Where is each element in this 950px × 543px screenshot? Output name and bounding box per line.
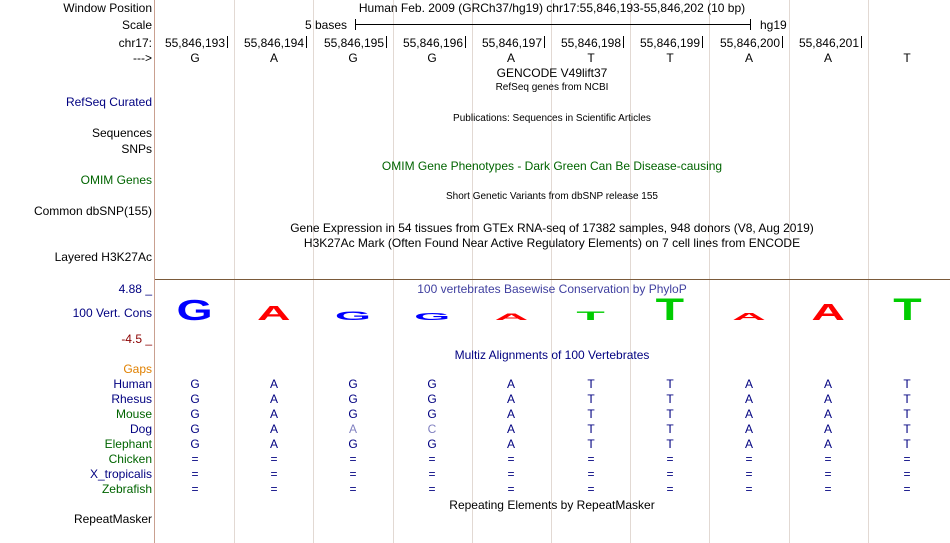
species-base: T [903,377,911,391]
species-base: A [744,422,753,436]
species-base: = [191,467,199,481]
species-base: T [903,422,911,436]
species-base: G [190,437,200,451]
species-base: = [428,452,436,466]
coordinate-tick [782,36,783,48]
reference-base: G [427,51,437,65]
repeatmasker-label[interactable]: RepeatMasker [73,512,152,526]
species-base: = [191,452,199,466]
conservation-letter: A [811,299,845,326]
strand-label: ---> [133,51,152,65]
coordinate-tick [227,36,228,48]
species-base: A [744,437,753,451]
scale-bar-right-tick [750,19,751,30]
reference-base: G [348,51,358,65]
coordinate-tick [544,36,545,48]
species-base: = [824,467,832,481]
coordinate-label: 55,846,198 [560,36,621,50]
species-label[interactable]: Elephant [104,437,152,451]
species-base: = [428,482,436,496]
coordinate-label: 55,846,200 [719,36,780,50]
species-base: = [191,482,199,496]
species-base: A [269,422,278,436]
h3k27-track-title[interactable]: H3K27Ac Mark (Often Found Near Active Regulatory Elements) on 7 cell lines from ENCODE [303,236,801,250]
refseq-label[interactable]: RefSeq Curated [65,95,152,109]
species-base: G [427,437,437,451]
conservation-divider [155,279,950,280]
sequences-label[interactable]: Sequences [91,126,152,140]
species-base: = [824,452,832,466]
coordinate-label: 55,846,196 [402,36,463,50]
gtex-track-title[interactable]: Gene Expression in 54 tissues from GTEx RNA-seq of 17382 samples, 948 donors (V8, Aug 2019) [290,221,814,235]
conservation-letter: T [576,309,605,323]
species-base: = [824,482,832,496]
conservation-letter: G [414,311,451,323]
window-position-value[interactable]: Human Feb. 2009 (GRCh37/hg19) chr17:55,846,193-55,846,202 (10 bp) [358,1,746,15]
grid-line [709,0,710,543]
species-base: G [427,392,437,406]
grid-line [234,0,235,543]
grid-line [393,0,394,543]
species-base: = [745,467,753,481]
species-base: T [666,392,674,406]
species-base: T [903,392,911,406]
conservation-letter: G [176,294,213,327]
coordinate-label: 55,846,197 [481,36,542,50]
species-label[interactable]: Mouse [115,407,152,421]
species-base: G [427,407,437,421]
species-base: = [507,467,515,481]
species-base: = [587,452,595,466]
species-base: G [348,407,358,421]
species-base: A [823,392,832,406]
scale-bar-left-tick [355,19,356,30]
coordinate-tick [623,36,624,48]
conservation-letter: T [655,292,685,328]
species-label[interactable]: Chicken [108,452,152,466]
repeatmasker-track-title[interactable]: Repeating Elements by RepeatMasker [449,498,655,512]
conservation-letter: T [893,292,922,328]
coordinate-tick [306,36,307,48]
grid-line [789,0,790,543]
cons-label[interactable]: 100 Vert. Cons [72,306,152,320]
species-base: A [269,437,278,451]
species-base: G [190,422,200,436]
grid-line [630,0,631,543]
species-base: = [270,467,278,481]
species-base: A [744,407,753,421]
reference-base: A [506,51,515,65]
species-base: A [744,377,753,391]
species-base: = [903,452,911,466]
conservation-logo [155,292,950,328]
species-base: T [587,407,595,421]
grid-line [472,0,473,543]
species-label[interactable]: Rhesus [111,392,152,406]
species-base: = [428,467,436,481]
species-base: T [587,392,595,406]
scale-text: 5 bases [305,18,348,32]
phylop-track-title[interactable]: 100 vertebrates Basewise Conservation by PhyloP [417,282,687,296]
species-base: A [506,437,515,451]
species-base: A [269,377,278,391]
species-base: = [270,482,278,496]
species-base: A [506,377,515,391]
species-base: A [506,407,515,421]
species-base: A [744,392,753,406]
species-base: T [666,377,674,391]
species-base: = [666,452,674,466]
cons-max-label: 4.88 _ [118,282,152,296]
species-base: = [666,482,674,496]
scale-db: hg19 [760,18,787,32]
reference-base: A [823,51,832,65]
species-base: G [190,392,200,406]
species-base: = [903,467,911,481]
species-base: = [507,452,515,466]
coordinate-label: 55,846,193 [164,36,225,50]
gaps-label[interactable]: Gaps [123,362,152,376]
chrom-label: chr17: [118,36,152,50]
species-base: = [666,467,674,481]
species-base: T [666,422,674,436]
species-base: = [903,482,911,496]
species-label[interactable]: Zebrafish [101,482,152,496]
conservation-letter: A [732,311,766,323]
species-base: T [587,377,595,391]
dbsnp-label[interactable]: Common dbSNP(155) [33,204,152,218]
species-base: G [190,407,200,421]
coordinate-tick [861,36,862,48]
reference-base: A [744,51,753,65]
species-base: = [507,482,515,496]
grid-line [313,0,314,543]
gencode-track-title[interactable]: GENCODE V49lift37 [496,66,608,80]
coordinate-tick [702,36,703,48]
scale-label: Scale [121,18,152,32]
species-label[interactable]: Dog [129,422,152,436]
reference-base: T [903,51,911,65]
conservation-letter: A [257,301,291,325]
species-base: G [348,437,358,451]
refseq-track-title[interactable]: RefSeq genes from NCBI [495,82,609,93]
species-base: G [348,392,358,406]
grid-line [868,0,869,543]
species-base: A [348,422,357,436]
species-base: T [587,437,595,451]
snps-label[interactable]: SNPs [121,142,152,156]
species-base: A [823,437,832,451]
species-base: A [506,392,515,406]
species-base: T [587,422,595,436]
species-base: = [587,467,595,481]
species-base: G [427,377,437,391]
species-base: T [903,407,911,421]
window-position-label: Window Position [63,1,152,15]
species-base: = [349,467,357,481]
species-base: A [823,422,832,436]
conservation-letter: A [494,312,529,323]
publications-track-title[interactable]: Publications: Sequences in Scientific Articles [453,113,651,124]
species-base: T [666,407,674,421]
coordinate-tick [465,36,466,48]
scale-bar [355,24,751,25]
species-base: = [745,482,753,496]
species-label[interactable]: Human [113,377,152,391]
species-base: = [270,452,278,466]
species-base: A [823,377,832,391]
left-label-separator [154,0,155,543]
omim-track-title[interactable]: OMIM Gene Phenotypes - Dark Green Can Be Disease-causing [381,159,723,173]
species-base: = [745,452,753,466]
coordinate-label: 55,846,199 [639,36,700,50]
cons-min-label: -4.5 _ [121,332,152,346]
omim-label[interactable]: OMIM Genes [80,173,152,187]
coordinate-label: 55,846,194 [243,36,304,50]
reference-base: T [666,51,674,65]
species-base: A [269,407,278,421]
species-base: A [506,422,515,436]
species-base: G [348,377,358,391]
reference-base: A [269,51,278,65]
multiz-track-title[interactable]: Multiz Alignments of 100 Vertebrates [454,348,650,362]
species-label[interactable]: X_tropicalis [89,467,152,481]
species-base: C [427,422,437,436]
reference-base: G [190,51,200,65]
dbsnp-track-title[interactable]: Short Genetic Variants from dbSNP release 155 [446,191,658,202]
species-base: = [349,452,357,466]
species-base: G [190,377,200,391]
species-base: T [903,437,911,451]
coordinate-label: 55,846,195 [323,36,384,50]
coordinate-tick [386,36,387,48]
h3k27-label[interactable]: Layered H3K27Ac [54,250,152,264]
species-base: = [349,482,357,496]
reference-base: T [587,51,595,65]
species-base: T [666,437,674,451]
conservation-letter: G [334,309,372,323]
species-base: = [587,482,595,496]
species-base: A [823,407,832,421]
species-base: A [269,392,278,406]
coordinate-label: 55,846,201 [798,36,859,50]
